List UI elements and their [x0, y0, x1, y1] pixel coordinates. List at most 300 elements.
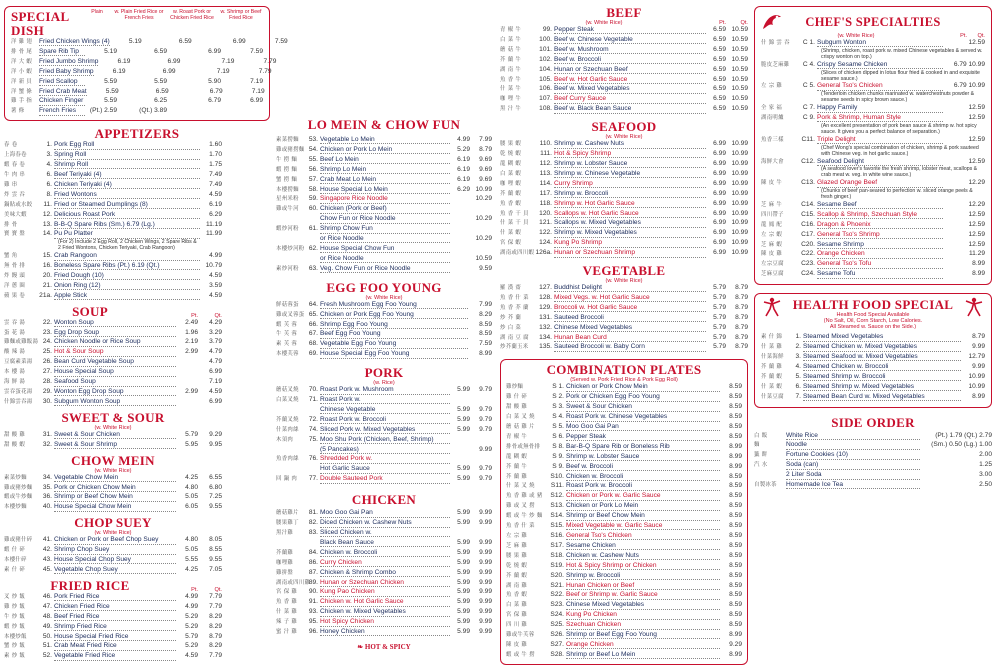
item-chinese-name: 雞 串 [4, 181, 18, 188]
side-order-list [754, 432, 992, 491]
item-price: 5.90 [208, 77, 221, 85]
item-name: General Tso's Shrimp [817, 232, 943, 239]
item-price: 7.79 [209, 592, 222, 600]
item-price: 12.59 [968, 104, 985, 112]
item-name: Pork or Chicken Egg Foo Young [566, 394, 720, 401]
menu-item-row [4, 441, 222, 451]
item-number: 86. [308, 558, 318, 566]
item-number: S23. [550, 601, 564, 609]
item-number: 30. [42, 397, 52, 405]
menu-item-row [761, 104, 985, 114]
item-number: 134. [539, 333, 552, 341]
item-number: 83. [308, 529, 318, 536]
item-number: 16. [42, 262, 52, 270]
item-price: 7.59 [250, 47, 263, 55]
item-price: 6.19 [457, 165, 470, 173]
item-number: C 5. [802, 82, 815, 90]
beef-sub: (w. White Rice) [585, 20, 623, 26]
menu-item-row [276, 628, 492, 638]
item-number: 5. [795, 372, 801, 380]
health-sub2: (No Salt, Oil, Corn Starch, Low Calories. [823, 318, 923, 325]
item-price: 12.59 [968, 157, 985, 165]
item-name: Singapore Rice Noodle [320, 196, 450, 203]
item-name: General Tso's Chicken [566, 533, 720, 540]
item-name: White Rice [786, 433, 920, 440]
item-name: Steamed Chicken w. Mixed Vegetables [803, 344, 961, 351]
item-price: 2.50 [979, 481, 992, 489]
item-price: 5.99 [457, 519, 470, 527]
menu-item-row [4, 503, 222, 513]
item-number: S 4. [552, 413, 564, 421]
pork-sub: (w. Rice) [373, 380, 395, 387]
item-price: 9.99 [479, 548, 492, 556]
item-name: Crab Rangoon [54, 253, 200, 260]
dancer-icon [761, 296, 783, 318]
item-price: 9.99 [479, 628, 492, 636]
menu-item-row [4, 613, 222, 623]
menu-item-row [761, 393, 985, 403]
menu-item-row [761, 250, 985, 260]
menu-item-row [276, 446, 492, 456]
item-name: Crab Meat Lo Mein [320, 177, 450, 184]
item-chinese-name: 上海春卷 [4, 152, 27, 159]
menu-item-row [276, 436, 492, 446]
item-chinese-name: 蜜 汁 雞 [276, 629, 298, 636]
item-name: Diced Chicken w. Cashew Nuts [320, 520, 450, 527]
item-number: 120. [539, 209, 552, 217]
menu-item-row [4, 201, 222, 211]
menu-item-row [276, 136, 492, 146]
item-name: Shrimp Chow Fun [320, 226, 450, 233]
item-chinese-name: 芥 蘭 蝦 [500, 190, 522, 197]
item-number: S25. [550, 621, 564, 629]
pupu-platter-description: (For 2) Include 2 Egg Roll, 2 Chicken Wings, 2 Spare Ribs & 2 Fried Wontons, Chicken Teriyaki, Crab Rangoon) [58, 239, 197, 252]
beef-list [500, 26, 748, 115]
item-price: 4.79 [209, 348, 222, 356]
item-price: 2.99 [185, 348, 198, 356]
item-price: 9.99 [479, 568, 492, 576]
item-price: 6.99 [250, 97, 263, 105]
item-price: 7.79 [263, 57, 277, 65]
item-name: Kung Pao Chicken [320, 589, 450, 596]
item-chinese-name: 脆皮芝麻雞 [761, 61, 790, 68]
item-chinese-name: 海鮮大會 [761, 158, 784, 165]
item-name: Hot Garlic Sauce [320, 466, 450, 473]
item-chinese-name: 洋 大 蝦 [11, 58, 33, 65]
menu-item-row [506, 631, 742, 641]
item-name: Beef Curry Sauce [554, 96, 706, 103]
item-number: C20. [801, 240, 815, 248]
menu-item-row [4, 211, 222, 221]
item-number: 62. [308, 244, 318, 252]
menu-item-row [276, 588, 492, 598]
item-number: 25. [42, 348, 52, 356]
item-name: Veg. Chow Fun or Rice Noodle [320, 266, 450, 273]
item-chinese-name: 素 芙 蓉 [276, 341, 298, 348]
item-price: 6.19 [457, 155, 470, 163]
menu-item-row [761, 201, 985, 211]
item-price: 8.99 [729, 462, 742, 470]
item-chinese-name: 雞或豬炒麵 [4, 484, 33, 491]
item-name: Curry Chicken [320, 560, 450, 567]
item-name: Spare Rib Tip [39, 49, 85, 56]
menu-item-row [276, 301, 492, 311]
item-price: 9.79 [479, 405, 492, 413]
health-sub1: Health Food Special Available [836, 312, 910, 319]
item-number: 121. [539, 219, 552, 227]
item-price: 10.99 [731, 189, 748, 197]
item-chinese-name: 左宗豆腐 [761, 261, 784, 268]
menu-item-row [276, 426, 492, 436]
menu-item-row [4, 556, 222, 566]
item-price: (Qt.) 3.89 [139, 107, 167, 115]
item-price: 5.19 [104, 47, 117, 55]
item-number: 100. [539, 35, 552, 43]
item-price: 9.79 [479, 415, 492, 423]
item-chinese-name: 洋 新 貝 [11, 78, 33, 85]
item-number: S11. [550, 482, 564, 490]
item-name: Mixed Vegetable w. Garlic Sauce [566, 523, 720, 530]
item-chinese-name: 宮 保 雞 [276, 589, 298, 596]
item-price: 6.79 [208, 97, 221, 105]
item-name: Scallop & Shrimp, Szechuan Style [817, 212, 943, 219]
item-number: 7. [795, 392, 801, 400]
item-price: 9.55 [209, 556, 222, 564]
item-chinese-name: 牛 撈 麵 [276, 156, 298, 163]
item-chinese-name: 素菜炒麵 [4, 474, 27, 481]
item-chinese-name: 蝦 春 卷 [4, 162, 26, 169]
combo-box [500, 359, 748, 664]
combo-list [506, 383, 742, 660]
item-price: 10.99 [731, 179, 748, 187]
item-chinese-name: 雞 手 指 [11, 98, 33, 105]
chicken-list [276, 509, 492, 638]
item-number: 28. [42, 378, 52, 386]
sweet-sour-title: SWEET & SOUR [61, 409, 165, 425]
item-number: 117. [539, 189, 552, 197]
menu-item-row [506, 601, 742, 611]
item-number: 29. [42, 388, 52, 395]
item-name: Kung Po Chicken [566, 612, 720, 619]
item-chinese-name: 酸 辣 湯 [4, 349, 26, 356]
item-price: 6.59 [713, 95, 726, 103]
item-number: 70. [308, 386, 318, 394]
menu-item-row [500, 343, 748, 353]
item-name: Beef Teriyaki (4) [54, 172, 200, 179]
menu-item-row [276, 321, 492, 331]
item-chinese-name: 本 樓 湯 [4, 369, 26, 376]
menu-item-row [754, 461, 992, 471]
item-number: 41. [42, 536, 52, 544]
item-name: General Tso's Tofu [817, 261, 943, 268]
item-number: 26. [42, 358, 52, 366]
item-chinese-name: 無 骨 排 [4, 263, 26, 270]
menu-item-row [4, 546, 222, 556]
item-price: 4.99 [457, 136, 470, 143]
menu-item-row [506, 512, 742, 522]
menu-item-row [500, 180, 748, 190]
item-number: C17. [801, 230, 815, 238]
item-chinese-name: 咖 哩 蝦 [500, 180, 522, 187]
item-name: Chicken w. Broccoli [566, 474, 720, 481]
item-number: 31. [42, 430, 52, 438]
item-number: S18. [550, 551, 564, 559]
item-price: 2.19 [185, 338, 198, 346]
item-name: Egg Drop Soup [54, 330, 176, 337]
item-name: Vegetable Chop Suey [54, 567, 176, 574]
item-number: S 5. [552, 423, 564, 430]
item-name: General Tso's Chicken [817, 83, 943, 90]
item-price: (Pt.) 1.79 (Qt.) 2.79 [935, 431, 992, 439]
item-chinese-name: 湖南或四川雞 [276, 579, 311, 586]
item-name: Fried Dough (10) [54, 273, 200, 280]
item-price: 9.99 [972, 362, 985, 370]
item-name: House Special Soup [54, 369, 176, 376]
item-name: Sweet & Sour Shrimp [54, 442, 176, 449]
item-chinese-name: 芝 麻 蝦 [761, 241, 783, 248]
special-plain-header: Plain [91, 9, 103, 15]
item-price: 12.79 [968, 353, 985, 360]
item-name: Sliced Pork w. Mixed Vegetables [320, 427, 450, 434]
item-price: 1.96 [185, 328, 198, 336]
item-price: 10.59 [731, 85, 748, 93]
item-chinese-name: 宮 保 雞 [506, 612, 528, 619]
item-price: 12.59 [968, 230, 985, 238]
menu-item-row [761, 363, 985, 373]
item-name: Pepper Steak [554, 27, 706, 34]
item-number: 4. [46, 161, 52, 169]
special-dish-title: SPECIAL DISH [11, 9, 69, 38]
item-chinese-name: 四 川 雞 [506, 622, 528, 629]
chop-suey-list [4, 536, 222, 576]
item-number: 106. [539, 85, 552, 93]
item-number: 127. [539, 284, 552, 292]
item-name: Sauteed Broccoli [554, 315, 706, 322]
item-price: 4.59 [209, 190, 222, 198]
item-chinese-name: 湖 南 雞 [506, 582, 528, 589]
item-chinese-name: 鮮菇蓉蛋 [276, 301, 299, 308]
item-price: 3.00 [979, 471, 992, 479]
menu-item-row [276, 579, 492, 589]
item-price: 5.29 [185, 612, 198, 620]
menu-item-row [276, 146, 492, 156]
item-name: Chicken or Pork or Beef Chop Suey [54, 537, 176, 544]
item-price: 8.59 [729, 512, 742, 520]
item-price: 6.79 10.99 [953, 82, 985, 90]
item-number: 81. [308, 509, 318, 517]
item-chinese-name: 魚 香 什 菜 [506, 523, 535, 530]
item-price: 5.99 [457, 465, 470, 473]
item-chinese-name: 鍋貼或水餃 [4, 201, 33, 208]
item-chinese-name: 魚 香 什 菜 [500, 294, 529, 301]
item-number: C 9. [802, 114, 815, 122]
item-chinese-name: 什菜豆腐 [761, 393, 784, 400]
chop-suey-sub: (w. White Rice) [94, 530, 132, 537]
item-price: 7.19 [209, 378, 222, 386]
item-number: 3. [46, 151, 52, 159]
item-number: 54. [308, 145, 318, 153]
menu-item-row [500, 105, 748, 115]
menu-item-row [4, 652, 222, 662]
menu-item-row [506, 621, 742, 631]
item-name: Sesame Chicken [566, 543, 720, 550]
menu-item-row [500, 200, 748, 210]
item-number: C11. [801, 135, 815, 143]
menu-item-row [506, 641, 742, 651]
item-chinese-name: 本樓芙蓉 [276, 351, 299, 358]
menu-item-row [276, 598, 492, 608]
item-price: 10.79 [205, 262, 222, 270]
item-price: 10.99 [968, 382, 985, 390]
item-name: Roast Pork w. Broccoli [320, 417, 450, 424]
menu-item-row [4, 329, 222, 339]
item-price: 5.99 [457, 618, 470, 626]
item-name: Chinese Mixed Vegetables [566, 602, 720, 609]
item-chinese-name: 芥 蘭 牛 [506, 463, 528, 470]
item-number: 43. [42, 556, 52, 564]
menu-item-row [506, 463, 742, 473]
item-chinese-name: 魚 香 芥 蘭 [500, 304, 529, 311]
item-price: 6.99 [713, 239, 726, 247]
item-name: Beef w. Broccoli [554, 57, 706, 64]
item-number: 14. [42, 230, 52, 238]
menu-item-row [11, 67, 272, 78]
item-price: 8.59 [729, 393, 742, 401]
item-price: 6.99 [713, 150, 726, 158]
item-number: S 1. [552, 383, 564, 391]
special-dish-list [11, 38, 288, 117]
item-number: S20. [550, 571, 564, 579]
item-price: 8.99 [972, 270, 985, 278]
item-name: Shrimp Chop Suey [54, 547, 176, 554]
item-number: 63. [308, 264, 318, 272]
item-price: 7.49 [209, 170, 222, 178]
item-number: S 8. [552, 442, 564, 450]
soup-list [4, 319, 222, 408]
menu-item-row [500, 324, 748, 334]
item-price: 8.59 [729, 541, 742, 549]
item-number: C23. [801, 260, 815, 268]
menu-item-row [761, 231, 985, 241]
item-price: 6.99 [167, 57, 181, 65]
item-chinese-name: 雲 吞 湯 [4, 319, 26, 326]
item-price: 4.25 [185, 565, 198, 573]
item-chinese-name: 素 炒 飯 [4, 653, 26, 660]
item-chinese-name: 什 菜 叉 燒 [506, 483, 535, 490]
item-number: 87. [308, 568, 318, 576]
item-number: 42. [42, 546, 52, 554]
item-name: Chinese Vegetable [320, 407, 450, 414]
item-number: 1. [46, 141, 52, 149]
item-chinese-name: 蝦炒河粉 [276, 226, 299, 233]
item-number: 35. [42, 483, 52, 491]
item-price: 4.59 [209, 388, 222, 395]
item-name: Roast Pork w. Chinese Vegetables [566, 414, 720, 421]
item-chinese-name: 蛋 花 湯 [4, 329, 26, 336]
item-name: Shrimp Roll [54, 162, 200, 169]
item-number: 3. [795, 353, 801, 360]
item-price: 5.99 [457, 475, 470, 483]
item-chinese-name: 什 錦 雲 吞 [761, 40, 790, 46]
item-price: 5.99 [457, 425, 470, 433]
item-number: 6. [46, 170, 52, 178]
item-number: 55. [308, 155, 318, 163]
item-number: 51. [42, 642, 52, 650]
item-price: 10.99 [731, 159, 748, 167]
menu-item-row [276, 156, 492, 166]
item-name: House Special Fried Rice [54, 634, 176, 641]
item-name: Crab Meat Fried Rice [54, 643, 176, 650]
menu-item-row [500, 66, 748, 76]
menu-item-row [500, 140, 748, 150]
item-name: Moo Shu Pork (Chicken, Beef, Shrimp) [320, 437, 450, 444]
item-chinese-name: 蝦 芙 蓉 [276, 321, 298, 328]
item-number: 108. [539, 105, 552, 113]
menu-item-row [506, 552, 742, 562]
menu-item-row [4, 338, 222, 348]
item-price: 3.59 [209, 281, 222, 289]
chicken-title: CHICKEN [351, 492, 417, 508]
item-name: Fried Jumbo Shrimp [39, 57, 99, 65]
item-price: 8.29 [209, 642, 222, 650]
menu-item-row [500, 294, 748, 304]
chop-suey-title: CHOP SUEY [74, 515, 152, 531]
chow-mein-sub: (w. White Rice) [94, 467, 132, 474]
item-price: 8.99 [729, 631, 742, 639]
item-price: 8.79 [209, 632, 222, 640]
item-chinese-name: 陳 皮 雞 [761, 251, 783, 258]
item-price: 10.99 [731, 249, 748, 257]
item-price: 5.95 [185, 440, 198, 448]
item-number: 68. [308, 340, 318, 348]
menu-item-row [276, 416, 492, 426]
item-chinese-name: 素 什 碎 [4, 566, 26, 573]
item-price: 8.59 [479, 330, 492, 338]
item-number: S28. [550, 650, 564, 658]
item-price: 6.59 [713, 85, 726, 93]
item-price: 8.59 [729, 403, 742, 411]
item-price: 10.99 [731, 140, 748, 148]
item-price: 8.59 [729, 581, 742, 589]
menu-item-row [4, 431, 222, 441]
menu-item-row [761, 333, 985, 343]
menu-item-row [4, 398, 222, 408]
item-price: 6.99 [713, 179, 726, 187]
item-price: 7.25 [209, 493, 222, 501]
item-number: 24. [42, 338, 52, 346]
menu-item-row [276, 618, 492, 628]
health-list [761, 333, 985, 402]
item-name: Triple Delight [817, 137, 943, 144]
menu-item-row [761, 270, 985, 280]
item-name: Seafood Delight [817, 159, 943, 166]
item-chinese-name: 木須肉 [276, 436, 294, 443]
item-name: Steamed Shrimp w. Broccoli [803, 374, 961, 381]
item-price: 10.99 [475, 185, 492, 193]
item-name: Hot & Spicy Shrimp or Chicken [566, 563, 720, 570]
item-description: (Tenderloin chicken chunks marinated w. waterchestnuts powder & sesame seeds in spicy brown sauce.) [821, 91, 975, 104]
item-number: 122. [539, 229, 552, 237]
item-chinese-name: 洋 小 蝦 [11, 68, 33, 75]
menu-item-row [11, 38, 288, 48]
item-name: Hot & Spicy Shrimp [554, 151, 706, 158]
item-chinese-name: 雞或牛芙蓉 [506, 632, 535, 639]
item-price: 5.59 [154, 77, 167, 85]
item-chinese-name: 炒芥蘭玉米 [500, 344, 529, 351]
item-price: 12.29 [968, 179, 985, 187]
item-number: 67. [308, 330, 318, 338]
item-name: Subgum Wonton Soup [54, 399, 176, 406]
